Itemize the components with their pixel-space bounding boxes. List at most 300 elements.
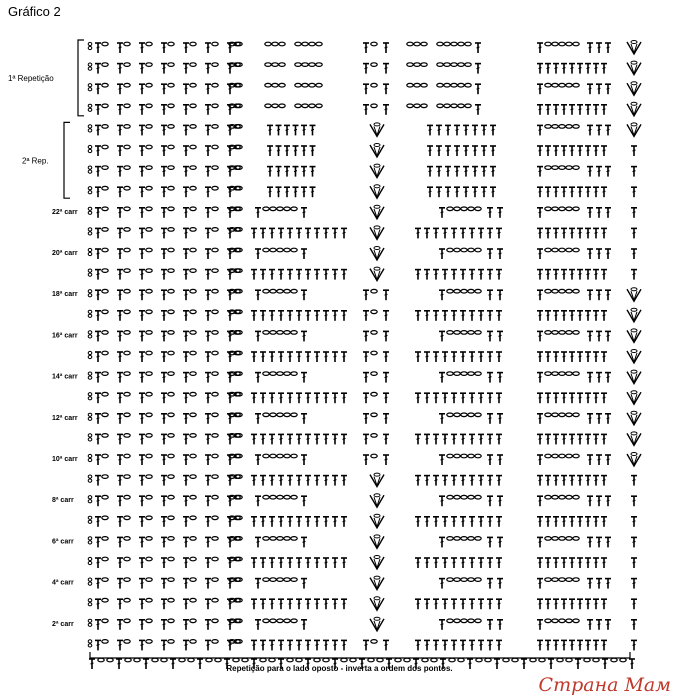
- chain-oval-symbol: [371, 104, 377, 108]
- chain-oval-symbol: [454, 537, 460, 541]
- double-crochet-T-symbol: [205, 43, 211, 53]
- double-crochet-T-symbol: [537, 84, 543, 94]
- double-crochet-T-symbol: [227, 208, 233, 218]
- chain-oval-symbol: [468, 413, 474, 417]
- chain-oval-symbol: [212, 207, 218, 211]
- double-crochet-T-symbol: [323, 476, 329, 486]
- chain-oval-symbol: [107, 658, 113, 662]
- double-crochet-T-symbol: [161, 64, 167, 74]
- chain-oval-symbol: [168, 42, 174, 46]
- chain-oval-symbol: [559, 578, 565, 582]
- chain-oval-symbol: [371, 640, 377, 644]
- chain-oval-symbol: [421, 104, 427, 108]
- double-crochet-T-symbol: [537, 455, 543, 465]
- double-crochet-T-symbol: [183, 620, 189, 630]
- double-crochet-T-symbol: [161, 579, 167, 589]
- turning-chain-symbol: [88, 623, 92, 626]
- chain-oval-symbol: [212, 537, 218, 541]
- double-crochet-T-symbol: [587, 167, 593, 177]
- double-crochet-T-symbol: [587, 373, 593, 383]
- double-crochet-T-symbol: [585, 270, 591, 280]
- double-crochet-T-symbol: [278, 393, 284, 403]
- double-crochet-T-symbol: [161, 187, 167, 197]
- double-crochet-T-symbol: [332, 393, 338, 403]
- double-crochet-T-symbol: [415, 558, 421, 568]
- double-crochet-T-symbol: [161, 208, 167, 218]
- chain-oval-symbol: [545, 495, 551, 499]
- double-crochet-T-symbol: [601, 476, 607, 486]
- turning-chain-symbol: [88, 372, 92, 375]
- chain-oval-symbol: [573, 495, 579, 499]
- double-crochet-T-symbol: [585, 352, 591, 362]
- double-crochet-T-symbol: [305, 352, 311, 362]
- double-crochet-T-symbol: [545, 352, 551, 362]
- chain-oval-symbol: [168, 63, 174, 67]
- chain-oval-symbol: [124, 434, 130, 438]
- double-crochet-T-symbol: [427, 187, 433, 197]
- double-crochet-T-symbol: [251, 352, 257, 362]
- chain-oval-symbol: [287, 658, 293, 662]
- chain-oval-symbol: [146, 475, 152, 479]
- chain-oval-symbol: [263, 372, 269, 376]
- double-crochet-T-symbol: [183, 84, 189, 94]
- double-crochet-T-symbol: [260, 270, 266, 280]
- chain-oval-symbol: [236, 248, 242, 252]
- turning-chain-symbol: [88, 434, 92, 437]
- chain-oval-symbol: [461, 331, 467, 335]
- chain-oval-symbol: [190, 166, 196, 170]
- chain-oval-symbol: [422, 658, 428, 662]
- chain-oval-symbol: [284, 248, 290, 252]
- double-crochet-T-symbol: [95, 105, 101, 115]
- double-crochet-T-symbol: [363, 455, 369, 465]
- double-crochet-T-symbol: [601, 558, 607, 568]
- chain-oval-symbol: [566, 578, 572, 582]
- double-crochet-T-symbol: [161, 352, 167, 362]
- chain-oval-symbol: [146, 537, 152, 541]
- chain-oval-symbol: [146, 557, 152, 561]
- double-crochet-T-symbol: [117, 373, 123, 383]
- double-crochet-T-symbol: [497, 373, 503, 383]
- double-crochet-T-symbol: [601, 270, 607, 280]
- chain-oval-symbol: [190, 454, 196, 458]
- chain-oval-symbol: [475, 495, 481, 499]
- double-crochet-T-symbol: [601, 187, 607, 197]
- double-crochet-T-symbol: [287, 352, 293, 362]
- double-crochet-T-symbol: [139, 517, 145, 527]
- double-crochet-T-symbol: [139, 146, 145, 156]
- chain-oval-symbol: [190, 104, 196, 108]
- chain-oval-symbol: [566, 207, 572, 211]
- double-crochet-T-symbol: [305, 476, 311, 486]
- chain-oval-symbol: [102, 598, 108, 602]
- chain-oval-symbol: [371, 351, 377, 355]
- double-crochet-T-symbol: [227, 352, 233, 362]
- double-crochet-T-symbol: [161, 393, 167, 403]
- chain-oval-symbol: [125, 658, 131, 662]
- double-crochet-T-symbol: [255, 373, 261, 383]
- chain-oval-symbol: [190, 228, 196, 232]
- double-crochet-T-symbol: [305, 228, 311, 238]
- double-crochet-T-symbol: [481, 125, 487, 135]
- double-crochet-T-symbol: [601, 64, 607, 74]
- turning-chain-symbol: [88, 458, 92, 461]
- double-crochet-T-symbol: [569, 393, 575, 403]
- chain-oval-symbol: [552, 495, 558, 499]
- chain-oval-symbol: [447, 495, 453, 499]
- chain-oval-symbol: [124, 42, 130, 46]
- chain-oval-symbol: [236, 495, 242, 499]
- chain-oval-symbol: [277, 495, 283, 499]
- double-crochet-T-symbol: [301, 290, 307, 300]
- double-crochet-T-symbol: [161, 373, 167, 383]
- chain-oval-symbol: [284, 537, 290, 541]
- double-crochet-T-symbol: [631, 517, 637, 527]
- double-crochet-T-symbol: [631, 496, 637, 506]
- double-crochet-T-symbol: [161, 517, 167, 527]
- turning-chain-symbol: [88, 619, 92, 622]
- fan-V-symbol: [627, 288, 641, 302]
- double-crochet-T-symbol: [631, 640, 637, 650]
- double-crochet-T-symbol: [593, 517, 599, 527]
- double-crochet-T-symbol: [332, 517, 338, 527]
- double-crochet-T-symbol: [605, 331, 611, 341]
- chain-oval-symbol: [552, 619, 558, 623]
- chain-oval-symbol: [461, 495, 467, 499]
- chain-oval-symbol: [421, 63, 427, 67]
- double-crochet-T-symbol: [95, 331, 101, 341]
- double-crochet-T-symbol: [537, 640, 543, 650]
- chain-oval-symbol: [573, 413, 579, 417]
- chain-oval-symbol: [414, 63, 420, 67]
- double-crochet-T-symbol: [605, 125, 611, 135]
- double-crochet-T-symbol: [487, 311, 493, 321]
- chain-oval-symbol: [102, 392, 108, 396]
- chain-oval-symbol: [468, 289, 474, 293]
- double-crochet-T-symbol: [269, 640, 275, 650]
- double-crochet-T-symbol: [487, 620, 493, 630]
- chain-oval-symbol: [371, 331, 377, 335]
- chain-oval-symbol: [190, 516, 196, 520]
- chain-oval-symbol: [371, 413, 377, 417]
- fan-V-symbol: [370, 205, 384, 219]
- double-crochet-T-symbol: [205, 599, 211, 609]
- chain-oval-symbol: [146, 640, 152, 644]
- double-crochet-T-symbol: [596, 43, 602, 53]
- double-crochet-T-symbol: [460, 352, 466, 362]
- chain-oval-symbol: [98, 658, 104, 662]
- chain-oval-symbol: [573, 289, 579, 293]
- double-crochet-T-symbol: [569, 270, 575, 280]
- turning-chain-symbol: [88, 125, 92, 128]
- double-crochet-T-symbol: [341, 558, 347, 568]
- chain-oval-symbol: [168, 289, 174, 293]
- double-crochet-T-symbol: [478, 270, 484, 280]
- double-crochet-T-symbol: [545, 105, 551, 115]
- double-crochet-T-symbol: [605, 373, 611, 383]
- double-crochet-T-symbol: [497, 290, 503, 300]
- chain-oval-symbol: [291, 578, 297, 582]
- chain-oval-symbol: [270, 537, 276, 541]
- fan-V-symbol: [370, 597, 384, 611]
- chain-oval-symbol: [454, 495, 460, 499]
- double-crochet-T-symbol: [117, 228, 123, 238]
- double-crochet-T-symbol: [161, 434, 167, 444]
- chain-oval-symbol: [291, 413, 297, 417]
- chain-oval-symbol: [545, 331, 551, 335]
- double-crochet-T-symbol: [537, 517, 543, 527]
- turning-chain-symbol: [88, 397, 92, 400]
- double-crochet-T-symbol: [585, 64, 591, 74]
- chain-oval-symbol: [447, 619, 453, 623]
- chain-oval-symbol: [146, 372, 152, 376]
- double-crochet-T-symbol: [537, 187, 543, 197]
- chain-oval-symbol: [236, 104, 242, 108]
- double-crochet-T-symbol: [314, 640, 320, 650]
- chain-oval-symbol: [552, 331, 558, 335]
- chain-oval-symbol: [545, 372, 551, 376]
- double-crochet-T-symbol: [497, 537, 503, 547]
- chain-oval-symbol: [236, 351, 242, 355]
- chain-oval-symbol: [263, 248, 269, 252]
- repetition-bracket: [78, 40, 84, 116]
- chain-oval-symbol: [451, 104, 457, 108]
- double-crochet-T-symbol: [605, 455, 611, 465]
- double-crochet-T-symbol: [117, 393, 123, 403]
- double-crochet-T-symbol: [436, 125, 442, 135]
- double-crochet-T-symbol: [424, 434, 430, 444]
- double-crochet-T-symbol: [305, 270, 311, 280]
- double-crochet-T-symbol: [260, 599, 266, 609]
- double-crochet-T-symbol: [442, 476, 448, 486]
- double-crochet-T-symbol: [553, 187, 559, 197]
- double-crochet-T-symbol: [593, 64, 599, 74]
- double-crochet-T-symbol: [95, 434, 101, 444]
- double-crochet-T-symbol: [139, 352, 145, 362]
- chain-oval-symbol: [212, 392, 218, 396]
- double-crochet-T-symbol: [161, 105, 167, 115]
- double-crochet-T-symbol: [537, 125, 543, 135]
- double-crochet-T-symbol: [251, 558, 257, 568]
- double-crochet-T-symbol: [439, 537, 445, 547]
- double-crochet-T-symbol: [205, 455, 211, 465]
- chain-oval-symbol: [212, 145, 218, 149]
- double-crochet-T-symbol: [183, 125, 189, 135]
- double-crochet-T-symbol: [442, 311, 448, 321]
- chain-oval-symbol: [461, 619, 467, 623]
- chain-oval-symbol: [124, 83, 130, 87]
- chain-oval-symbol: [395, 658, 401, 662]
- double-crochet-T-symbol: [227, 228, 233, 238]
- double-crochet-T-symbol: [117, 579, 123, 589]
- chain-oval-symbol: [454, 289, 460, 293]
- chain-oval-symbol: [212, 125, 218, 129]
- turning-chain-symbol: [88, 104, 92, 107]
- double-crochet-T-symbol: [596, 125, 602, 135]
- double-crochet-T-symbol: [439, 208, 445, 218]
- chain-oval-symbol: [302, 63, 308, 67]
- double-crochet-T-symbol: [490, 125, 496, 135]
- chain-oval-symbol: [102, 310, 108, 314]
- double-crochet-T-symbol: [183, 455, 189, 465]
- double-crochet-T-symbol: [439, 496, 445, 506]
- double-crochet-T-symbol: [255, 537, 261, 547]
- chain-oval-symbol: [573, 42, 579, 46]
- chain-oval-symbol: [552, 125, 558, 129]
- chain-oval-symbol: [270, 619, 276, 623]
- chain-oval-symbol: [168, 351, 174, 355]
- double-crochet-T-symbol: [439, 249, 445, 259]
- chain-oval-symbol: [124, 372, 130, 376]
- double-crochet-T-symbol: [117, 640, 123, 650]
- chain-oval-symbol: [236, 228, 242, 232]
- double-crochet-T-symbol: [478, 517, 484, 527]
- chain-oval-symbol: [272, 104, 278, 108]
- chain-oval-symbol: [458, 42, 464, 46]
- chain-oval-symbol: [566, 495, 572, 499]
- double-crochet-T-symbol: [433, 599, 439, 609]
- double-crochet-T-symbol: [205, 558, 211, 568]
- chain-oval-symbol: [236, 619, 242, 623]
- chain-oval-symbol: [134, 658, 140, 662]
- double-crochet-T-symbol: [269, 270, 275, 280]
- double-crochet-T-symbol: [139, 167, 145, 177]
- repetition-label: 1ª Repetição: [8, 73, 54, 83]
- double-crochet-T-symbol: [631, 208, 637, 218]
- double-crochet-T-symbol: [451, 352, 457, 362]
- turning-chain-symbol: [88, 314, 92, 317]
- fan-V-symbol: [370, 576, 384, 590]
- double-crochet-T-symbol: [445, 125, 451, 135]
- chain-oval-symbol: [566, 413, 572, 417]
- double-crochet-T-symbol: [442, 517, 448, 527]
- row-number-label: 6ª carr: [52, 538, 74, 546]
- fan-V-symbol: [627, 350, 641, 364]
- double-crochet-T-symbol: [183, 228, 189, 238]
- double-crochet-T-symbol: [287, 558, 293, 568]
- double-crochet-T-symbol: [442, 558, 448, 568]
- turning-chain-symbol: [88, 232, 92, 235]
- double-crochet-T-symbol: [569, 434, 575, 444]
- double-crochet-T-symbol: [490, 167, 496, 177]
- double-crochet-T-symbol: [569, 228, 575, 238]
- footer-note: Repetição para o lado oposto - inverta a ordem dos pontos.: [226, 664, 453, 673]
- chain-oval-symbol: [124, 495, 130, 499]
- double-crochet-T-symbol: [487, 455, 493, 465]
- double-crochet-T-symbol: [287, 640, 293, 650]
- chain-oval-symbol: [212, 598, 218, 602]
- chain-oval-symbol: [284, 578, 290, 582]
- chain-oval-symbol: [559, 83, 565, 87]
- double-crochet-T-symbol: [205, 517, 211, 527]
- chain-oval-symbol: [146, 351, 152, 355]
- chain-oval-symbol: [573, 125, 579, 129]
- chain-oval-symbol: [295, 83, 301, 87]
- double-crochet-T-symbol: [139, 125, 145, 135]
- double-crochet-T-symbol: [293, 125, 299, 135]
- chain-oval-symbol: [102, 372, 108, 376]
- chain-oval-symbol: [371, 289, 377, 293]
- chain-oval-symbol: [212, 454, 218, 458]
- double-crochet-T-symbol: [323, 311, 329, 321]
- chain-oval-symbol: [124, 413, 130, 417]
- double-crochet-T-symbol: [445, 167, 451, 177]
- double-crochet-T-symbol: [95, 393, 101, 403]
- double-crochet-T-symbol: [255, 455, 261, 465]
- fan-V-symbol: [370, 514, 384, 528]
- double-crochet-T-symbol: [537, 146, 543, 156]
- chain-oval-symbol: [168, 372, 174, 376]
- double-crochet-T-symbol: [463, 146, 469, 156]
- double-crochet-T-symbol: [95, 64, 101, 74]
- double-crochet-T-symbol: [469, 434, 475, 444]
- chain-oval-symbol: [146, 145, 152, 149]
- chain-oval-symbol: [124, 351, 130, 355]
- chain-oval-symbol: [206, 658, 212, 662]
- double-crochet-T-symbol: [314, 393, 320, 403]
- double-crochet-T-symbol: [577, 434, 583, 444]
- chain-oval-symbol: [277, 331, 283, 335]
- double-crochet-T-symbol: [305, 311, 311, 321]
- fan-V-symbol: [627, 370, 641, 384]
- chain-oval-symbol: [545, 207, 551, 211]
- double-crochet-T-symbol: [596, 537, 602, 547]
- double-crochet-T-symbol: [139, 84, 145, 94]
- chain-oval-symbol: [368, 658, 374, 662]
- double-crochet-T-symbol: [596, 167, 602, 177]
- chain-oval-symbol: [407, 42, 413, 46]
- double-crochet-T-symbol: [383, 84, 389, 94]
- double-crochet-T-symbol: [161, 476, 167, 486]
- row-number-label: 4ª carr: [52, 579, 74, 587]
- double-crochet-T-symbol: [341, 517, 347, 527]
- double-crochet-T-symbol: [161, 620, 167, 630]
- double-crochet-T-symbol: [310, 187, 316, 197]
- double-crochet-T-symbol: [139, 455, 145, 465]
- double-crochet-T-symbol: [424, 517, 430, 527]
- chain-oval-symbol: [102, 619, 108, 623]
- double-crochet-T-symbol: [553, 352, 559, 362]
- double-crochet-T-symbol: [537, 373, 543, 383]
- double-crochet-T-symbol: [183, 187, 189, 197]
- double-crochet-T-symbol: [469, 352, 475, 362]
- double-crochet-T-symbol: [301, 620, 307, 630]
- fan-V-symbol: [370, 267, 384, 281]
- double-crochet-T-symbol: [383, 331, 389, 341]
- double-crochet-T-symbol: [255, 620, 261, 630]
- chain-oval-symbol: [468, 454, 474, 458]
- double-crochet-T-symbol: [139, 105, 145, 115]
- chain-oval-symbol: [566, 372, 572, 376]
- double-crochet-T-symbol: [487, 496, 493, 506]
- chain-oval-symbol: [270, 372, 276, 376]
- double-crochet-T-symbol: [553, 517, 559, 527]
- double-crochet-T-symbol: [433, 558, 439, 568]
- double-crochet-T-symbol: [487, 517, 493, 527]
- double-crochet-T-symbol: [117, 270, 123, 280]
- chain-oval-symbol: [454, 331, 460, 335]
- turning-chain-symbol: [88, 290, 92, 293]
- double-crochet-T-symbol: [278, 476, 284, 486]
- chain-oval-symbol: [545, 83, 551, 87]
- double-crochet-T-symbol: [537, 558, 543, 568]
- double-crochet-T-symbol: [631, 146, 637, 156]
- turning-chain-symbol: [88, 63, 92, 66]
- double-crochet-T-symbol: [296, 270, 302, 280]
- chain-oval-symbol: [236, 145, 242, 149]
- double-crochet-T-symbol: [139, 393, 145, 403]
- double-crochet-T-symbol: [227, 640, 233, 650]
